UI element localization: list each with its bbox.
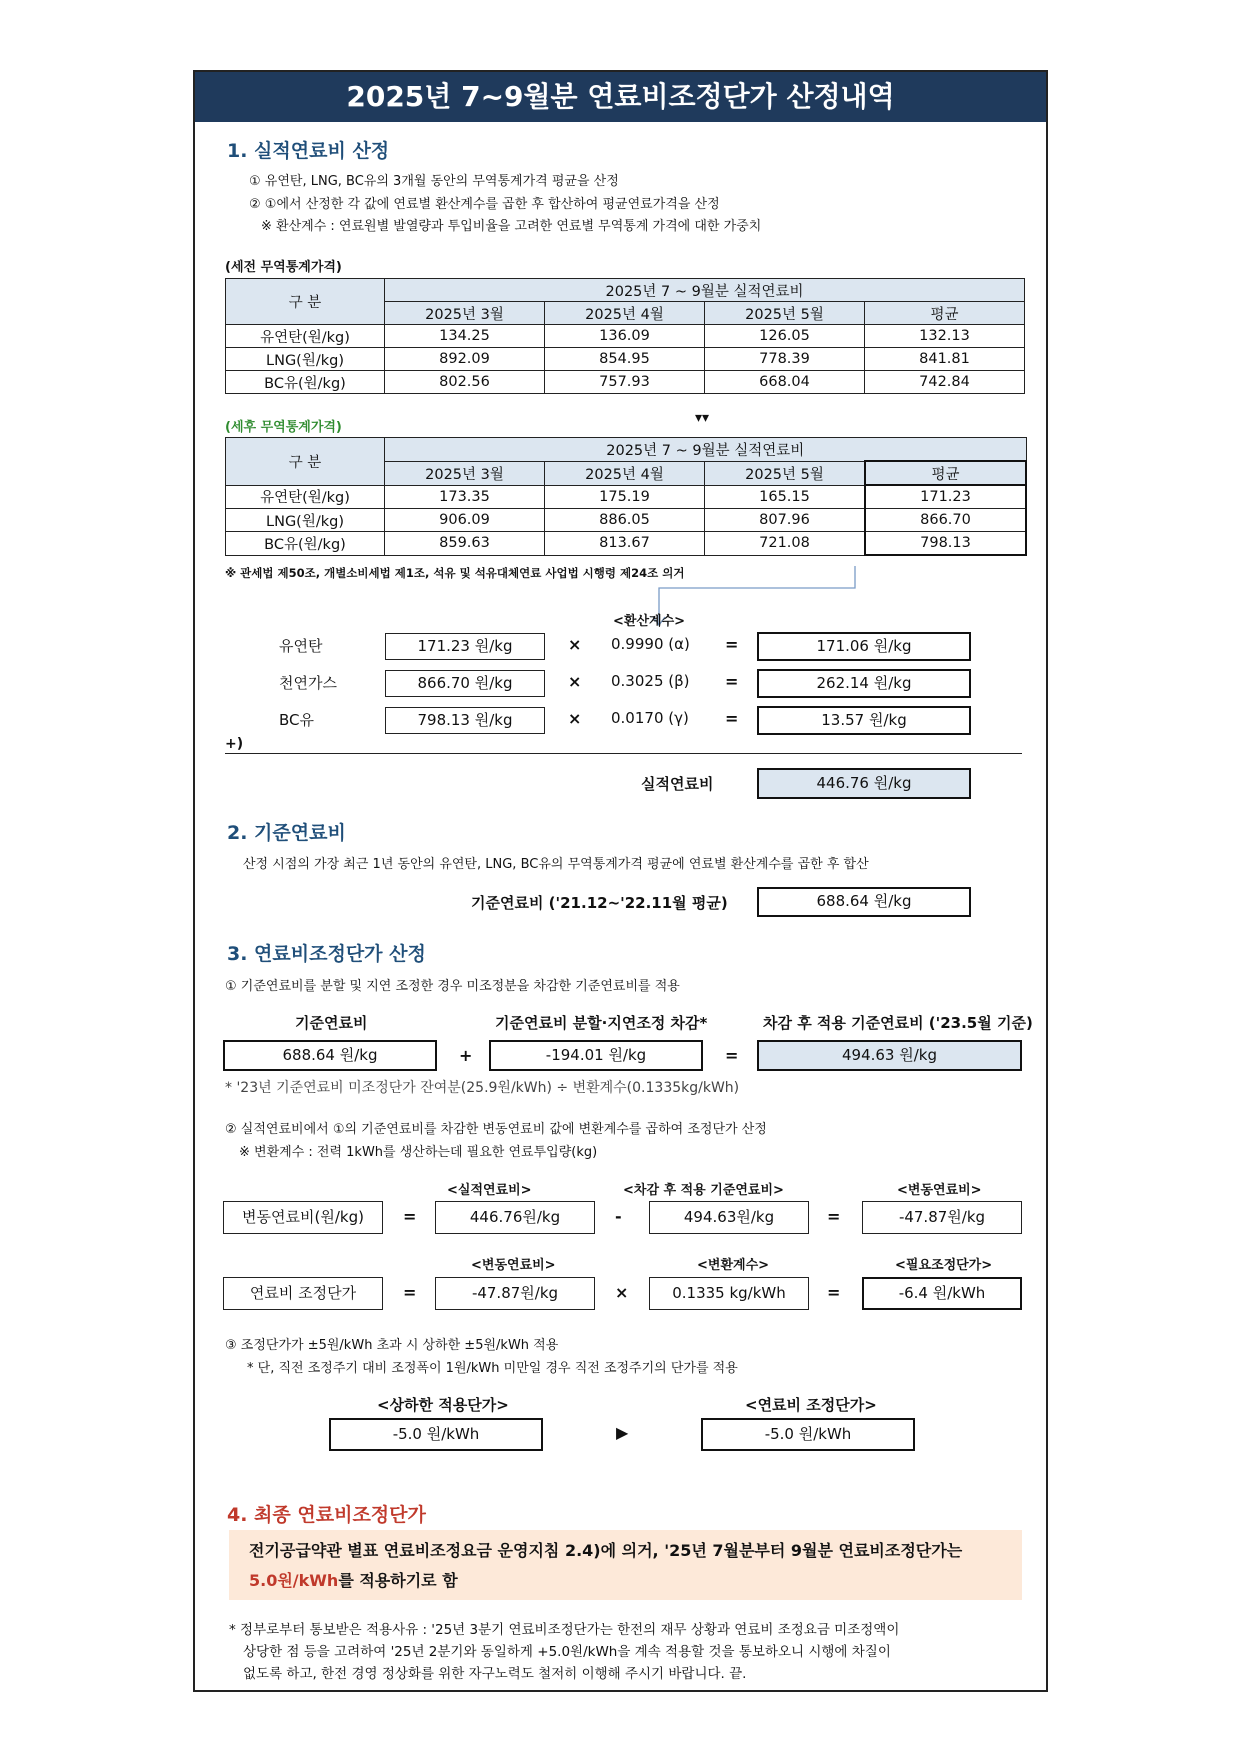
table-header-group: 2025년 7 ~ 9월분 실적연료비 bbox=[385, 438, 1027, 462]
h-variable: <변동연료비> bbox=[897, 1183, 982, 1198]
multiply-sign: × bbox=[568, 709, 582, 728]
cell: 132.13 bbox=[865, 325, 1025, 348]
coef-value: 0.0170 (γ) bbox=[611, 709, 689, 727]
page-title: 2025년 7~9월분 연료비조정단가 산정내역 bbox=[195, 72, 1046, 122]
table-row bbox=[226, 532, 1027, 556]
var-result-box: -47.87원/kg bbox=[862, 1201, 1022, 1234]
cell: 742.84 bbox=[865, 371, 1025, 394]
gov-note-line-1: * 정부로부터 통보받은 적용사유 : '25년 3분기 연료비조정단가는 한전의 재무 상황과 연료비 조정요금 미조정액이 bbox=[229, 1622, 900, 1638]
row-label: 유연탄(원/kg) bbox=[226, 325, 385, 348]
cell-average: 171.23 bbox=[865, 485, 1026, 509]
section-2-heading: 2. 기준연료비 bbox=[227, 822, 346, 844]
conclusion-suffix: 를 적용하기로 함 bbox=[338, 1571, 458, 1590]
posttax-label: (세후 무역통계가격) bbox=[225, 420, 342, 435]
posttax-table bbox=[225, 437, 1027, 556]
table-row bbox=[226, 348, 1025, 371]
adj-label-box: 연료비 조정단가 bbox=[223, 1277, 383, 1310]
col-header: 평균 bbox=[865, 302, 1025, 325]
cell: 668.04 bbox=[705, 371, 865, 394]
col-header: 2025년 3월 bbox=[385, 302, 545, 325]
table-row bbox=[226, 371, 1025, 394]
adj-result-box: -6.4 원/kWh bbox=[862, 1277, 1022, 1310]
h-required: <필요조정단가> bbox=[895, 1258, 993, 1273]
cell: 126.05 bbox=[705, 325, 865, 348]
cell: 802.56 bbox=[385, 371, 545, 394]
split-box: -194.01 원/kg bbox=[489, 1040, 703, 1071]
equals-sign: = bbox=[827, 1283, 841, 1302]
table-header-group: 2025년 7 ~ 9월분 실적연료비 bbox=[385, 279, 1025, 302]
minus-sign: - bbox=[615, 1207, 622, 1226]
base-fuel-cost-box: 688.64 원/kg bbox=[757, 887, 971, 917]
section-4-heading: 4. 최종 연료비조정단가 bbox=[227, 1504, 426, 1526]
coef-header: <환산계수> bbox=[613, 614, 686, 629]
adj-variable-box: -47.87원/kg bbox=[435, 1277, 595, 1310]
arrow-right-icon: ▶ bbox=[616, 1423, 629, 1442]
s1-line-3: ※ 환산계수 : 연료원별 발열량과 투입비율을 고려한 연료별 무역통계 가격에 대한 가중치 bbox=[261, 219, 762, 234]
equals-sign: = bbox=[725, 1046, 739, 1065]
table-header-category: 구 분 bbox=[226, 279, 385, 325]
fuel-result-box: 262.14 원/kg bbox=[757, 669, 971, 698]
final-value-box: -5.0 원/kWh bbox=[701, 1418, 915, 1451]
cell: 813.67 bbox=[545, 532, 705, 556]
row-label: BC유(원/kg) bbox=[226, 532, 385, 556]
multiply-sign: × bbox=[568, 672, 582, 691]
equals-sign: = bbox=[725, 709, 739, 728]
multiply-sign: × bbox=[615, 1283, 629, 1302]
table-row bbox=[226, 485, 1027, 509]
fuel-price-box: 798.13 원/kg bbox=[385, 707, 545, 734]
s1-line-2: ② ①에서 산정한 각 값에 연료별 환산계수를 곱한 후 합산하여 평균연료가격을 산정 bbox=[249, 197, 720, 212]
equals-sign: = bbox=[403, 1207, 417, 1226]
equals-sign: = bbox=[725, 635, 739, 654]
table-row bbox=[226, 509, 1027, 532]
cell: 136.09 bbox=[545, 325, 705, 348]
law-note: ※ 관세법 제50조, 개별소비세법 제1조, 석유 및 석유대체연료 사업법 시행령 제24조 의거 bbox=[225, 566, 685, 580]
double-chevron-down-icon: ▾▾ bbox=[695, 410, 710, 426]
section-1-heading: 1. 실적연료비 산정 bbox=[227, 140, 390, 162]
gov-note-line-3: 없도록 하고, 한전 경영 정상화를 위한 자구노력도 철저히 이행해 주시기 바랍니다. 끝. bbox=[243, 1666, 747, 1682]
col-header: 2025년 5월 bbox=[705, 461, 866, 485]
s1-line-1: ① 유연탄, LNG, BC유의 3개월 동안의 무역통계가격 평균을 산정 bbox=[249, 174, 619, 189]
sum-divider bbox=[225, 753, 1022, 754]
var-actual-box: 446.76원/kg bbox=[435, 1201, 595, 1234]
plus-sign: +) bbox=[225, 736, 244, 752]
h-actual: <실적연료비> bbox=[447, 1183, 532, 1198]
col-header: 2025년 4월 bbox=[545, 461, 705, 485]
base-box: 688.64 원/kg bbox=[223, 1040, 437, 1071]
cell: 859.63 bbox=[385, 532, 545, 556]
cell: 841.81 bbox=[865, 348, 1025, 371]
s3-line-3-note: * 단, 직전 조정주기 대비 조정폭이 1원/kWh 미만일 경우 직전 조정주기의 단가를 적용 bbox=[247, 1361, 738, 1376]
hdr-base: 기준연료비 bbox=[295, 1014, 368, 1032]
cell: 134.25 bbox=[385, 325, 545, 348]
adj-conv-box: 0.1335 kg/kWh bbox=[649, 1277, 809, 1310]
fuel-result-box: 171.06 원/kg bbox=[757, 632, 971, 661]
var-label-box: 변동연료비(원/kg) bbox=[223, 1201, 383, 1234]
fuel-price-box: 171.23 원/kg bbox=[385, 633, 545, 660]
pretax-label: (세전 무역통계가격) bbox=[225, 260, 342, 275]
multiply-sign: × bbox=[568, 635, 582, 654]
row-label: LNG(원/kg) bbox=[226, 348, 385, 371]
cell: 886.05 bbox=[545, 509, 705, 532]
table-row bbox=[226, 325, 1025, 348]
h-variable-2: <변동연료비> bbox=[471, 1258, 556, 1273]
limit-value-box: -5.0 원/kWh bbox=[329, 1418, 543, 1451]
fuel-label: BC유 bbox=[279, 711, 314, 729]
fuel-result-box: 13.57 원/kg bbox=[757, 706, 971, 735]
s3-line-1: ① 기준연료비를 분할 및 지연 조정한 경우 미조정분을 차감한 기준연료비를 적용 bbox=[225, 979, 680, 994]
pretax-table bbox=[225, 278, 1025, 394]
applied-box: 494.63 원/kg bbox=[757, 1040, 1022, 1071]
fuel-label: 천연가스 bbox=[279, 674, 337, 692]
cell: 757.93 bbox=[545, 371, 705, 394]
h-applied: <차감 후 적용 기준연료비> bbox=[623, 1183, 784, 1198]
gov-note-line-2: 상당한 점 등을 고려하여 '25년 2분기와 동일하게 +5.0원/kWh을 계속 적용할 것을 통보하오니 시행에 차질이 bbox=[243, 1644, 891, 1660]
s3-line-3: ③ 조정단가가 ±5원/kWh 초과 시 상하한 ±5원/kWh 적용 bbox=[225, 1338, 559, 1353]
cell-average: 866.70 bbox=[865, 509, 1026, 532]
plus-sign: + bbox=[459, 1046, 473, 1065]
hdr-split: 기준연료비 분할·지연조정 차감* bbox=[495, 1014, 708, 1032]
col-header: 2025년 4월 bbox=[545, 302, 705, 325]
equals-sign: = bbox=[403, 1283, 417, 1302]
section-3-heading: 3. 연료비조정단가 산정 bbox=[227, 943, 426, 965]
cell: 721.08 bbox=[705, 532, 866, 556]
cell: 175.19 bbox=[545, 485, 705, 509]
h-final: <연료비 조정단가> bbox=[745, 1396, 877, 1414]
hdr-applied: 차감 후 적용 기준연료비 ('23.5월 기준) bbox=[763, 1014, 1033, 1032]
final-unit-price: 5.0원/kWh bbox=[249, 1571, 339, 1590]
row-label: BC유(원/kg) bbox=[226, 371, 385, 394]
h-conv: <변환계수> bbox=[697, 1258, 770, 1273]
cell: 906.09 bbox=[385, 509, 545, 532]
final-conclusion-panel bbox=[229, 1530, 1022, 1600]
conclusion-text-a: 전기공급약관 별표 연료비조정요금 운영지침 2.4)에 의거, '25년 7월분부터 9월분 연료비조정단가는 bbox=[249, 1541, 963, 1560]
h-limit: <상하한 적용단가> bbox=[377, 1396, 509, 1414]
s3-line-2-note: ※ 변환계수 : 전력 1kWh를 생산하는데 필요한 연료투입량(kg) bbox=[239, 1145, 598, 1160]
equals-sign: = bbox=[725, 672, 739, 691]
s3-line-2: ② 실적연료비에서 ①의 기준연료비를 차감한 변동연료비 값에 변환계수를 곱하여 조정단가 산정 bbox=[225, 1122, 767, 1137]
cell: 892.09 bbox=[385, 348, 545, 371]
s2-desc: 산정 시점의 가장 최근 1년 동안의 유연탄, LNG, BC유의 무역통계가격 평균에 연료별 환산계수를 곱한 후 합산 bbox=[243, 857, 869, 872]
col-header-average: 평균 bbox=[865, 461, 1026, 485]
cell: 778.39 bbox=[705, 348, 865, 371]
cell-average: 798.13 bbox=[865, 532, 1026, 556]
fuel-label: 유연탄 bbox=[279, 637, 323, 655]
col-header: 2025년 3월 bbox=[385, 461, 545, 485]
equals-sign: = bbox=[827, 1207, 841, 1226]
row-label: 유연탄(원/kg) bbox=[226, 485, 385, 509]
fuel-price-box: 866.70 원/kg bbox=[385, 670, 545, 697]
cell: 807.96 bbox=[705, 509, 866, 532]
cell: 173.35 bbox=[385, 485, 545, 509]
col-header: 2025년 5월 bbox=[705, 302, 865, 325]
s3-footnote: * '23년 기준연료비 미조정단가 잔여분(25.9원/kWh) ÷ 변환계수(0.1335kg/kWh) bbox=[225, 1080, 740, 1096]
cell: 854.95 bbox=[545, 348, 705, 371]
cell: 165.15 bbox=[705, 485, 866, 509]
actual-fuel-cost-box: 446.76 원/kg bbox=[757, 768, 971, 799]
var-applied-box: 494.63원/kg bbox=[649, 1201, 809, 1234]
coef-value: 0.9990 (α) bbox=[611, 635, 690, 653]
conclusion-text-b bbox=[249, 1568, 458, 1591]
document-frame bbox=[193, 70, 1048, 1692]
base-fuel-cost-label: 기준연료비 ('21.12~'22.11월 평균) bbox=[471, 894, 728, 912]
row-label: LNG(원/kg) bbox=[226, 509, 385, 532]
table-header-category: 구 분 bbox=[226, 438, 385, 486]
actual-fuel-cost-label: 실적연료비 bbox=[641, 775, 714, 793]
coef-value: 0.3025 (β) bbox=[611, 672, 690, 690]
